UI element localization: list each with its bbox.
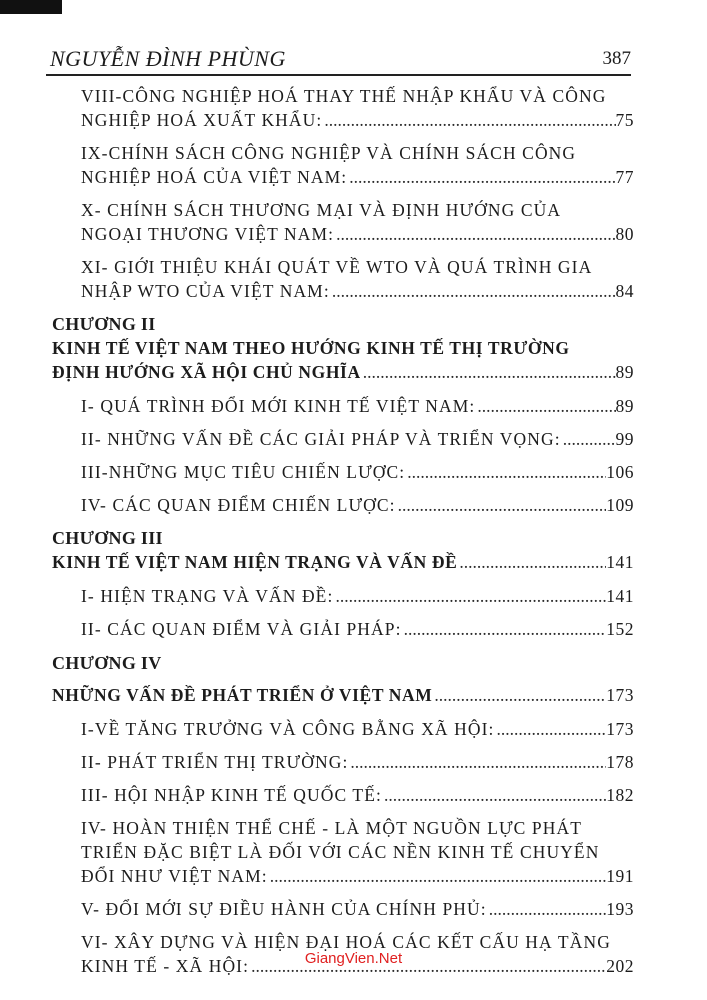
toc-entry[interactable]: [52, 427, 634, 451]
dot-leader: [475, 394, 615, 418]
toc-entry-text: NGHIỆP HOÁ CỦA VIỆT NAM:: [81, 167, 348, 187]
dot-leader: [402, 617, 607, 641]
dot-leader: [382, 783, 606, 807]
dot-leader: [330, 279, 616, 303]
toc-entry-text: II- PHÁT TRIỂN THỊ TRƯỜNG:: [81, 752, 349, 772]
toc-entry-text: KINH TẾ - XÃ HỘI:: [81, 956, 250, 976]
dot-leader: [347, 165, 615, 189]
toc-page-number: 109: [606, 495, 634, 515]
toc-entry-text: IV- HOÀN THIỆN THỂ CHẾ - LÀ MỘT NGUỒN LỰC PHÁT: [81, 818, 583, 838]
toc-page-number: 75: [615, 110, 634, 130]
toc-entry[interactable]: [52, 717, 634, 741]
chapter-title-text: KINH TẾ VIỆT NAM HIỆN TRẠNG VÀ VẤN ĐỀ: [52, 552, 458, 572]
toc-entry-text: I- QUÁ TRÌNH ĐỔI MỚI KINH TẾ VIỆT NAM:: [81, 396, 476, 416]
scan-corner-mark: [0, 0, 62, 14]
toc-entry-text: IV- CÁC QUAN ĐIỂM CHIẾN LƯỢC:: [81, 495, 396, 515]
toc-page-number: 77: [615, 167, 634, 187]
toc-entry-text: XI- GIỚI THIỆU KHÁI QUÁT VỀ WTO VÀ QUÁ TRÌNH GIA: [81, 257, 593, 277]
toc-entry-text: VIII-CÔNG NGHIỆP HOÁ THAY THẾ NHẬP KHẨU VÀ CÔNG: [81, 86, 607, 106]
toc-entry[interactable]: [52, 783, 634, 807]
toc-page-number: 173: [606, 685, 634, 705]
page-header: [50, 44, 631, 74]
toc-entry-text: II- NHỮNG VẤN ĐỀ CÁC GIẢI PHÁP VÀ TRIỂN VỌNG:: [81, 429, 561, 449]
dot-leader: [361, 360, 616, 384]
chapter-title-text: ĐỊNH HƯỚNG XÃ HỘI CHỦ NGHĨA: [52, 362, 361, 382]
toc-entry[interactable]: [52, 617, 634, 641]
toc-page-number: 178: [606, 752, 634, 772]
dot-leader: [334, 222, 615, 246]
toc-page-number: 152: [606, 619, 634, 639]
toc-entry-text: VI- XÂY DỰNG VÀ HIỆN ĐẠI HOÁ CÁC KẾT CẤU HẠ TẦNG: [81, 932, 611, 952]
toc-entry-text: IX-CHÍNH SÁCH CÔNG NGHIỆP VÀ CHÍNH SÁCH CÔNG: [81, 143, 577, 163]
dot-leader: [348, 750, 606, 774]
chapter-label: CHƯƠNG II: [52, 314, 156, 334]
toc-entry-text: III-NHỮNG MỤC TIÊU CHIẾN LƯỢC:: [81, 462, 406, 482]
toc-entry[interactable]: [52, 816, 634, 888]
page-number: 387: [602, 48, 631, 69]
dot-leader: [495, 717, 607, 741]
dot-leader: [396, 493, 607, 517]
dot-leader: [457, 550, 606, 574]
dot-leader: [561, 427, 616, 451]
toc-entry[interactable]: [52, 198, 634, 246]
toc-entry-text: III- HỘI NHẬP KINH TẾ QUỐC TẾ:: [81, 785, 382, 805]
chapter-title-entry[interactable]: [52, 683, 634, 707]
toc-entry[interactable]: [52, 493, 634, 517]
watermark: GiangVien.Net: [304, 950, 403, 967]
chapter-title-text: NHỮNG VẤN ĐỀ PHÁT TRIỂN Ở VIỆT NAM: [52, 685, 433, 705]
toc-page-number: 99: [615, 429, 634, 449]
chapter-label: CHƯƠNG IV: [52, 653, 162, 673]
toc-entry-text: I-VỀ TĂNG TRƯỞNG VÀ CÔNG BẰNG XÃ HỘI:: [81, 719, 495, 739]
toc-page-number: 84: [615, 281, 634, 301]
toc-page-number: 191: [606, 866, 634, 886]
table-of-contents: [52, 84, 634, 987]
toc-entry[interactable]: [52, 394, 634, 418]
toc-page-number: 141: [606, 586, 634, 606]
toc-entry[interactable]: [52, 584, 634, 608]
chapter-title-text: KINH TẾ VIỆT NAM THEO HƯỚNG KINH TẾ THỊ TRƯỜNG: [52, 338, 570, 358]
chapter-label: CHƯƠNG III: [52, 528, 163, 548]
toc-entry[interactable]: [52, 750, 634, 774]
dot-leader: [333, 584, 606, 608]
toc-page-number: 202: [606, 956, 634, 976]
toc-page-number: 141: [606, 552, 634, 572]
toc-page-number: 193: [606, 899, 634, 919]
toc-page-number: 89: [615, 362, 634, 382]
dot-leader: [405, 460, 606, 484]
dot-leader: [432, 683, 606, 707]
toc-entry[interactable]: [52, 460, 634, 484]
header-rule: [46, 74, 631, 76]
toc-entry-text: NGOẠI THƯƠNG VIỆT NAM:: [81, 224, 335, 244]
toc-entry-text: TRIỂN ĐẶC BIỆT LÀ ĐỐI VỚI CÁC NỀN KINH TẾ CHUYỂN: [81, 842, 600, 862]
toc-entry[interactable]: [52, 897, 634, 921]
toc-entry-text: NHẬP WTO CỦA VIỆT NAM:: [81, 281, 330, 301]
toc-entry-text: V- ĐỔI MỚI SỰ ĐIỀU HÀNH CỦA CHÍNH PHỦ:: [81, 899, 487, 919]
dot-leader: [268, 864, 607, 888]
toc-entry-text: ĐỔI NHƯ VIỆT NAM:: [81, 866, 268, 886]
toc-page-number: 106: [606, 462, 634, 482]
chapter-title-entry[interactable]: [52, 550, 634, 574]
chapter-title-entry[interactable]: [52, 336, 634, 384]
toc-page-number: 182: [606, 785, 634, 805]
toc-page-number: 173: [606, 719, 634, 739]
toc-entry[interactable]: [52, 255, 634, 303]
toc-page-number: 89: [615, 396, 634, 416]
toc-page-number: 80: [615, 224, 634, 244]
toc-entry[interactable]: [52, 141, 634, 189]
dot-leader: [322, 108, 615, 132]
author-name: NGUYỄN ĐÌNH PHÙNG: [50, 46, 286, 71]
toc-entry-text: I- HIỆN TRẠNG VÀ VẤN ĐỀ:: [81, 586, 334, 606]
dot-leader: [487, 897, 607, 921]
toc-entry-text: NGHIỆP HOÁ XUẤT KHẨU:: [81, 110, 323, 130]
toc-entry-text: X- CHÍNH SÁCH THƯƠNG MẠI VÀ ĐỊNH HƯỚNG CỦA: [81, 200, 562, 220]
toc-entry-text: II- CÁC QUAN ĐIỂM VÀ GIẢI PHÁP:: [81, 619, 402, 639]
toc-entry[interactable]: [52, 84, 634, 132]
